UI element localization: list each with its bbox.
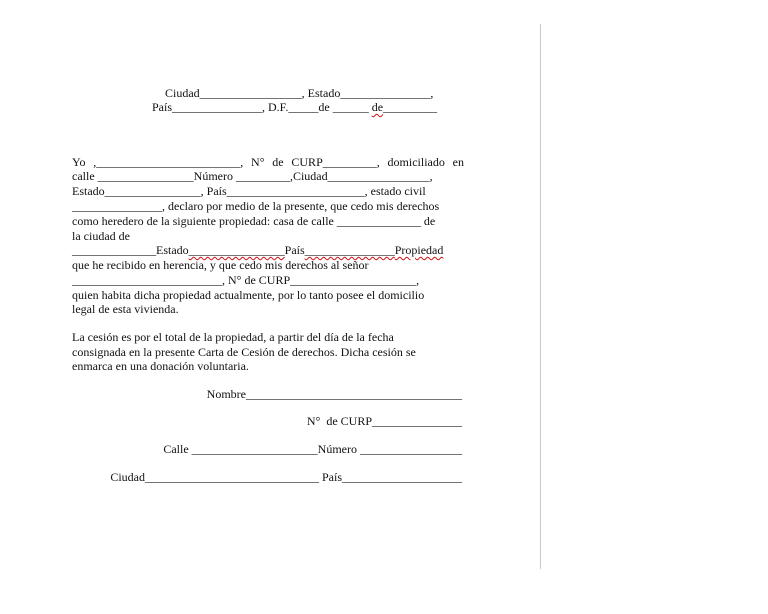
signature-ciudad-line: Ciudad_____________________________ País____________________ [110, 470, 462, 484]
body-line-1-word: N° [251, 155, 265, 169]
body-line-4: _______________, declaro por medio de la presente, que cedo mis derechos [72, 199, 440, 213]
header-city-state-line: Ciudad_________________, Estado_______________, [165, 86, 434, 100]
signature-nombre-line: Nombre____________________________________ [206, 387, 462, 401]
header-country-date-line [152, 100, 437, 114]
body-p2-line-1: La cesión es por el total de la propiedad, a partir del día de la fecha [72, 330, 394, 344]
body-line-6: la ciudad de [72, 229, 130, 243]
blank-2: ________________ [188, 243, 285, 257]
body-line-10: quien habita dicha propiedad actualmente, por lo tanto posee el domicilio [72, 288, 425, 302]
header-country-date-text: País_______________, D.F._____de ______ [152, 100, 372, 114]
body-p2-line-3: enmarca en una donación voluntaria. [72, 359, 249, 373]
pais-label: País [284, 243, 305, 257]
body-line-7 [72, 243, 443, 257]
body-line-9: _________________________, N° de CURP_____________________, [72, 273, 420, 287]
estado-label: Estado [156, 243, 189, 257]
page-margin-line [540, 24, 541, 569]
header-date-blank: _________ [383, 100, 438, 114]
body-line-2: calle ________________Número _________,Ciudad_________________, [72, 169, 433, 183]
body-line-1 [72, 155, 464, 169]
body-line-1-word: en [452, 155, 464, 169]
signature-curp-line: N° de CURP_______________ [306, 414, 462, 428]
propiedad-label: Propiedad [394, 243, 444, 257]
body-line-1-word: CURP_________, [291, 155, 380, 169]
body-line-1-word: domiciliado [387, 155, 445, 169]
body-line-3: Estado________________, País_______________________, estado civil [72, 184, 426, 198]
blank-1: ______________ [72, 243, 156, 257]
body-line-8: que he recibido en herencia, y que cedo mis derechos al señor [72, 258, 369, 272]
body-line-1-word: ,________________________, [93, 155, 244, 169]
body-line-11: legal de esta vivienda. [72, 302, 179, 316]
body-line-5: como heredero de la siguiente propiedad: casa de calle ______________ de [72, 214, 436, 228]
body-line-1-word: Yo [72, 155, 86, 169]
header-de-word: de [371, 100, 384, 114]
body-p2-line-2: consignada en la presente Carta de Cesión de derechos. Dicha cesión se [72, 345, 416, 359]
signature-calle-line: Calle _____________________Número _________________ [163, 442, 462, 456]
body-line-1-word: de [272, 155, 284, 169]
blank-3: _______________ [304, 243, 395, 257]
